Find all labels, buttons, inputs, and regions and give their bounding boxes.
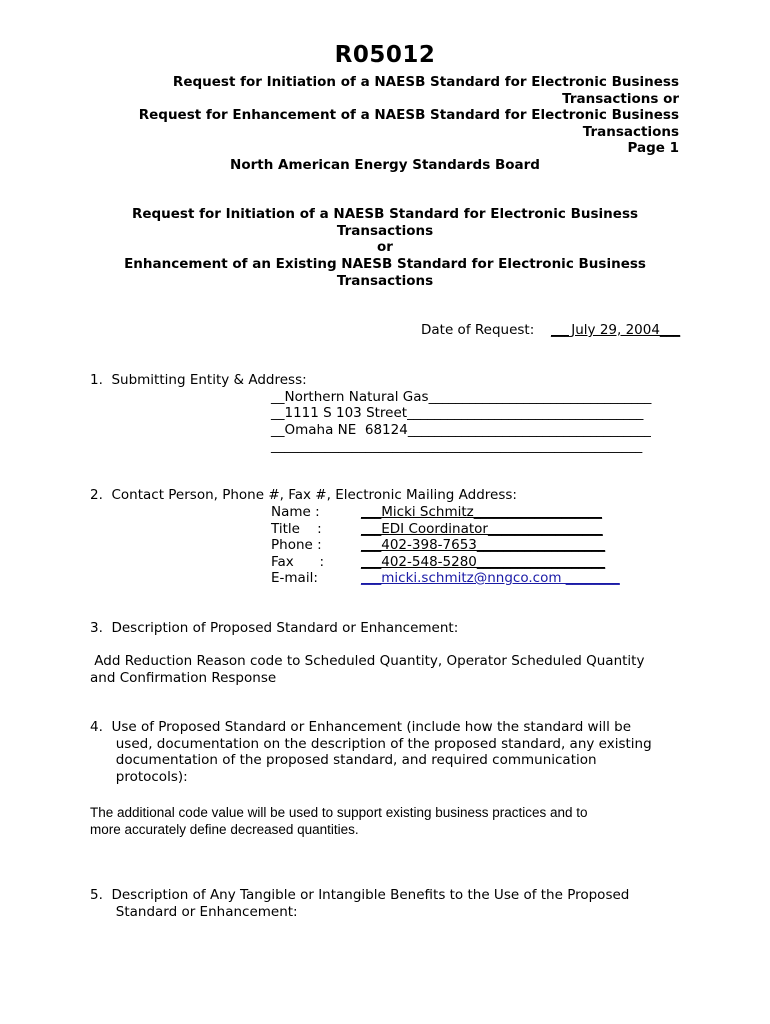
section-4-heading-line-4: protocols): [90, 769, 188, 785]
entity-blank-line: _______________________________________________________ [271, 438, 643, 454]
section-3-body-line-2: and Confirmation Response [90, 670, 277, 686]
subtitle-line-2: Transactions [336, 223, 434, 239]
document-number: R05012 [334, 42, 436, 68]
contact-phone-value: ___402-398-7653___________________ [361, 537, 606, 553]
section-1-heading: 1. Submitting Entity & Address: [90, 372, 307, 388]
date-of-request-value: ___July 29, 2004___ [551, 322, 681, 338]
section-4-body-line-1: The additional code value will be used to support existing business practices and to [90, 805, 588, 820]
section-4-heading-line-1: 4. Use of Proposed Standard or Enhancement (include how the standard will be [90, 719, 632, 735]
page-number: Page 1 [627, 140, 679, 156]
section-5-heading-line-2: Standard or Enhancement: [90, 904, 298, 920]
section-4-heading-line-3: documentation of the proposed standard, and required communication [90, 752, 597, 768]
section-2-heading: 2. Contact Person, Phone #, Fax #, Electronic Mailing Address: [90, 487, 517, 503]
header-line-4: Transactions [582, 124, 679, 140]
entity-city-line: __Omaha NE 68124____________________________________ [271, 422, 651, 438]
section-4-body-line-2: more accurately define decreased quantities. [90, 822, 359, 837]
entity-name-line: __Northern Natural Gas_________________________________ [271, 389, 652, 405]
contact-fax-value: ___402-548-5280___________________ [361, 554, 606, 570]
section-3-body-line-1: Add Reduction Reason code to Scheduled Quantity, Operator Scheduled Quantity [90, 653, 645, 669]
contact-phone-label: Phone : [271, 537, 322, 553]
contact-fax-label: Fax : [271, 554, 325, 570]
subtitle-line-5: Transactions [336, 273, 434, 289]
header-line-2: Transactions or [562, 91, 679, 107]
section-4-heading-line-2: used, documentation on the description of the proposed standard, any existing [90, 736, 652, 752]
contact-title-label: Title : [271, 521, 322, 537]
section-3-heading: 3. Description of Proposed Standard or Enhancement: [90, 620, 459, 636]
organization-name: North American Energy Standards Board [230, 157, 540, 173]
date-of-request-label: Date of Request: [421, 322, 535, 338]
contact-name-value: ___Micki Schmitz___________________ [361, 504, 603, 520]
subtitle-line-4: Enhancement of an Existing NAESB Standard for Electronic Business [124, 256, 646, 272]
section-5-heading-line-1: 5. Description of Any Tangible or Intangible Benefits to the Use of the Proposed [90, 887, 630, 903]
subtitle-line-1: Request for Initiation of a NAESB Standard for Electronic Business [131, 206, 639, 222]
contact-name-label: Name : [271, 504, 320, 520]
contact-email-label: E-mail: [271, 570, 318, 586]
contact-email-link[interactable]: ___micki.schmitz@nngco.com ________ [361, 570, 620, 586]
subtitle-line-3: or [377, 239, 393, 255]
header-line-3: Request for Enhancement of a NAESB Standard for Electronic Business [138, 107, 679, 123]
entity-street-line: __1111 S 103 Street___________________________________ [271, 405, 644, 421]
header-line-1: Request for Initiation of a NAESB Standard for Electronic Business [172, 74, 679, 90]
contact-title-value: ___EDI Coordinator_________________ [361, 521, 603, 537]
